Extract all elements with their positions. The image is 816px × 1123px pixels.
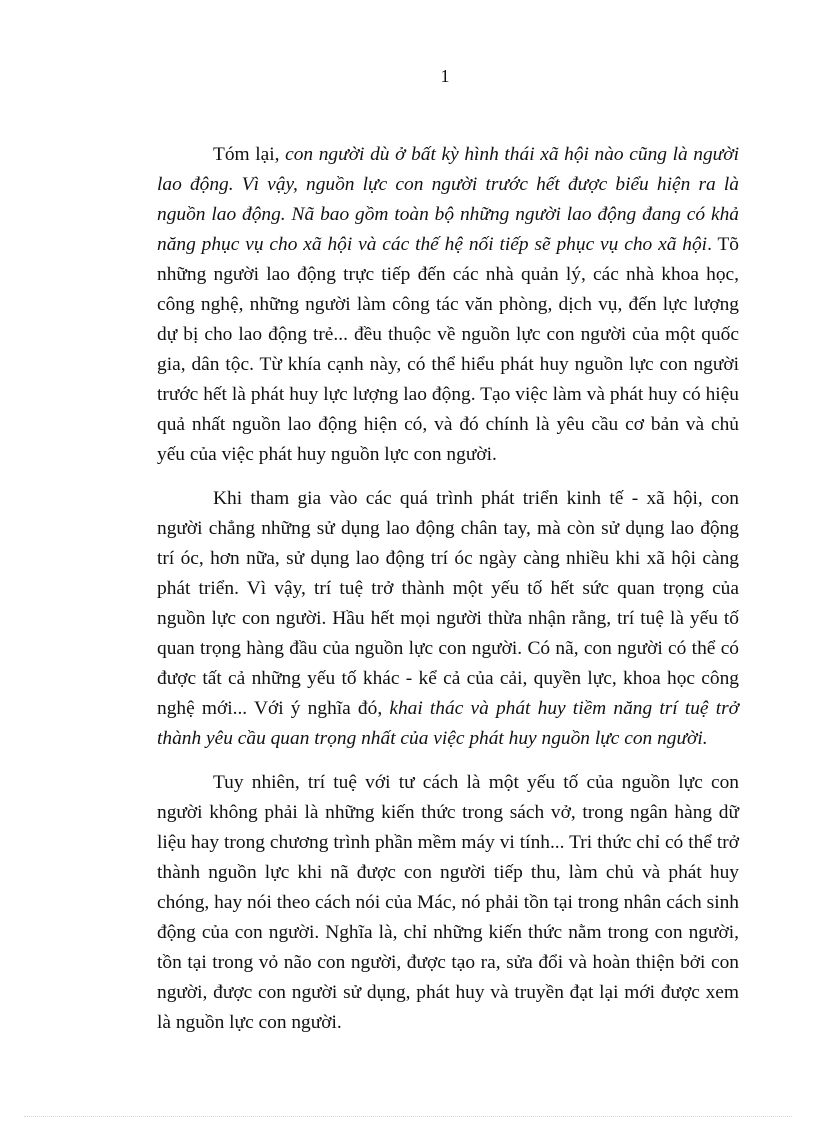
paragraph-2: [157, 484, 739, 754]
body-text: [157, 140, 739, 1038]
paragraph-1-segment-2: con người dù ở bất kỳ hình thái xã hội nào cũng là người lao động. Vì vậy, nguồn lực con người trước hết được biểu hiện ra là nguồn lao động. Nã bao gồm toàn bộ những người lao động đang có khả năng phục vụ cho xã hội và các thế hệ nối tiếp sẽ phục vụ cho xã hội: [157, 144, 739, 255]
paragraph-3: [157, 768, 739, 1038]
paragraph-2-segment-2: khai thác và phát huy tiềm năng trí tuệ trở thành yêu cầu quan trọng nhất của việc phát huy nguồn lực con người.: [157, 698, 739, 749]
paragraph-1-segment-3: . Tõ những người lao động trực tiếp đến các nhà quản lý, các nhà khoa học, công nghệ, những người làm công tác văn phòng, dịch vụ, đến lực lượng dự bị cho lao động trẻ... đều thuộc về nguồn lực con người của một quốc gia, dân tộc. Từ khía cạnh này, có thể hiểu phát huy nguồn lực con người trước hết là phát huy lực lượng lao động. Tạo việc làm và phát huy có hiệu quả nhất nguồn lao động hiện có, và đó chính là yêu cầu cơ bản và chủ yếu của việc phát huy nguồn lực con người.: [157, 234, 739, 465]
page-number: 1: [440, 66, 450, 86]
paragraph-1-segment-1: Tóm lại,: [213, 144, 286, 165]
paragraph-1: [157, 140, 739, 470]
paragraph-3-segment-1: Tuy nhiên, trí tuệ với tư cách là một yếu tố của nguồn lực con người không phải là những kiến thức trong sách vở, trong ngân hàng dữ liệu hay trong chương trình phần mềm máy vi tính... Tri thức chỉ có thể trở thành nguồn lực khi nã được con người tiếp thu, làm chủ và phát huy chóng, hay nói theo cách nói của Mác, nó phải tồn tại trong nhân cách sinh động của con người. Nghĩa là, chỉ những kiến thức nằm trong con người, tồn tại trong vỏ não con người, được tạo ra, sửa đổi và hoàn thiện bởi con người, được con người sử dụng, phát huy và truyền đạt lại mới được xem là nguồn lực con người.: [157, 772, 739, 1033]
page-bottom-divider: [24, 1116, 792, 1117]
paragraph-2-segment-1: Khi tham gia vào các quá trình phát triển kinh tế - xã hội, con người chẳng những sử dụng lao động chân tay, mà còn sử dụng lao động trí óc, hơn nữa, sử dụng lao động trí óc ngày càng nhiều khi xã hội càng phát triển. Vì vậy, trí tuệ trở thành một yếu tố hết sức quan trọng của nguồn lực con người. Hầu hết mọi người thừa nhận rằng, trí tuệ là yếu tố quan trọng hàng đầu của nguồn lực con người. Có nã, con người có thể có được tất cả những yếu tố khác - kể cả của cải, quyền lực, khoa học công nghệ mới... Với ý nghĩa đó,: [157, 488, 739, 719]
